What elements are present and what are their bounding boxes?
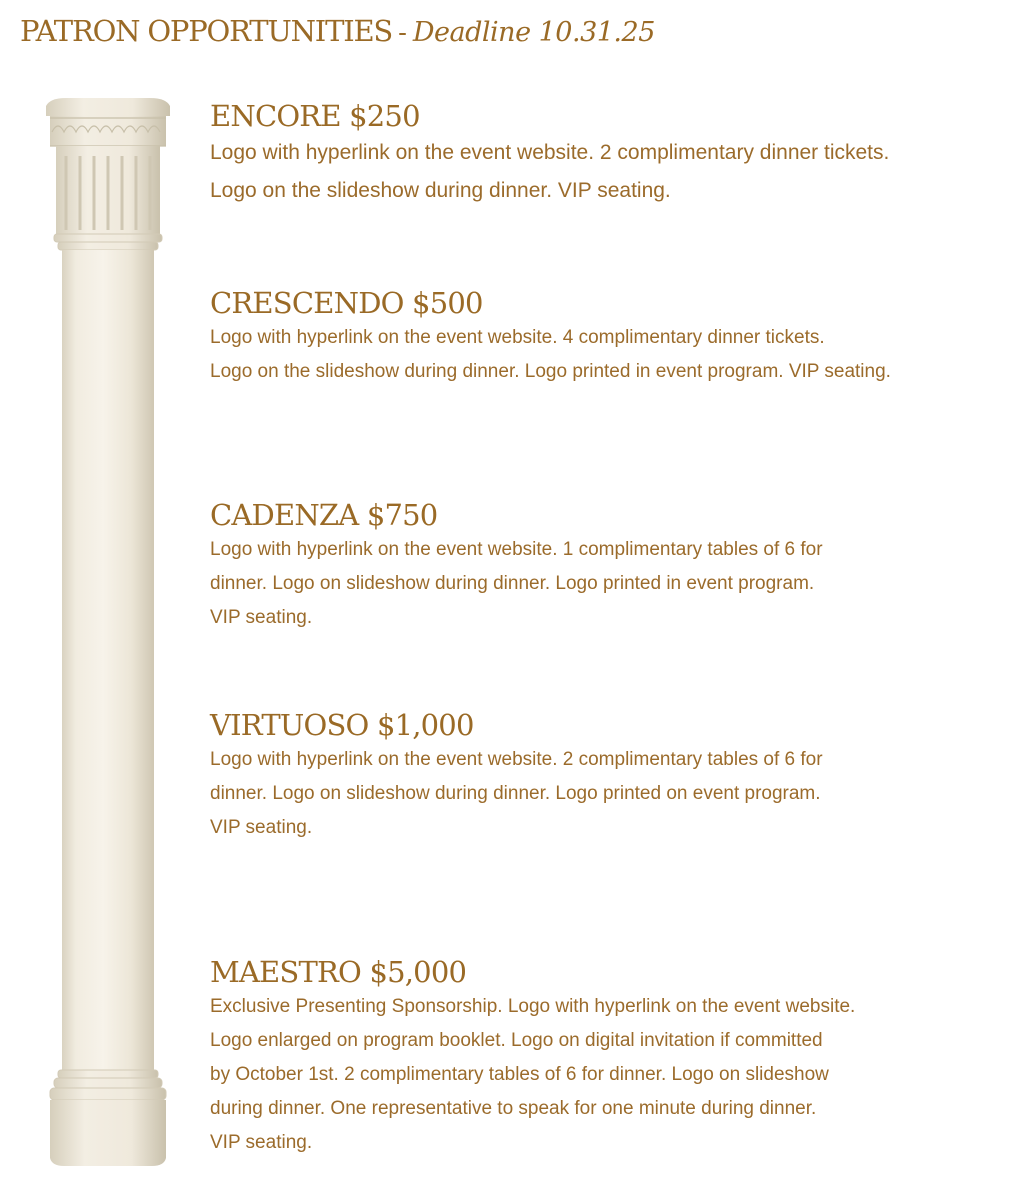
tier-description [210, 990, 1000, 1160]
description-line: VIP seating. [210, 817, 313, 838]
page-title: PATRON OPPORTUNITIES [20, 14, 393, 48]
tier-description [210, 134, 1000, 210]
page-header [20, 14, 655, 48]
description-line: Logo with hyperlink on the event website. 1 complimentary tables of 6 for [210, 539, 823, 560]
tier-title: ENCORE $250 [210, 99, 420, 133]
tier-title: MAESTRO $5,000 [210, 955, 467, 989]
tier-cadenza [210, 497, 1000, 635]
description-line: Logo with hyperlink on the event website. 4 complimentary dinner tickets. [210, 327, 825, 348]
tier-maestro [210, 954, 1000, 1160]
description-line: during dinner. One representative to speak for one minute during dinner. [210, 1098, 817, 1119]
tier-title: VIRTUOSO $1,000 [210, 708, 474, 742]
tier-description [210, 321, 1000, 389]
description-line: Logo on the slideshow during dinner. VIP seating. [210, 179, 671, 202]
description-line: Logo enlarged on program booklet. Logo on digital invitation if committed [210, 1030, 823, 1051]
description-line: dinner. Logo on slideshow during dinner. Logo printed on event program. [210, 783, 821, 804]
tier-crescendo [210, 285, 1000, 389]
ionic-column-illustration [40, 96, 176, 1168]
description-line: VIP seating. [210, 607, 313, 628]
deadline-text: Deadline 10.31.25 [412, 17, 655, 48]
description-line: by October 1st. 2 complimentary tables of 6 for dinner. Logo on slideshow [210, 1064, 829, 1085]
description-line: Logo with hyperlink on the event website. 2 complimentary dinner tickets. [210, 141, 890, 164]
tier-title: CADENZA $750 [210, 498, 438, 532]
title-separator: - [398, 18, 407, 48]
tier-virtuoso [210, 707, 1000, 845]
tier-title: CRESCENDO $500 [210, 286, 483, 320]
description-line: Logo on the slideshow during dinner. Logo printed in event program. VIP seating. [210, 361, 891, 382]
tier-encore [210, 98, 1000, 210]
tier-description [210, 533, 1000, 635]
description-line: Exclusive Presenting Sponsorship. Logo with hyperlink on the event website. [210, 996, 856, 1017]
description-line: Logo with hyperlink on the event website. 2 complimentary tables of 6 for [210, 749, 823, 770]
tier-description [210, 743, 1000, 845]
description-line: dinner. Logo on slideshow during dinner. Logo printed in event program. [210, 573, 815, 594]
description-line: VIP seating. [210, 1132, 313, 1153]
